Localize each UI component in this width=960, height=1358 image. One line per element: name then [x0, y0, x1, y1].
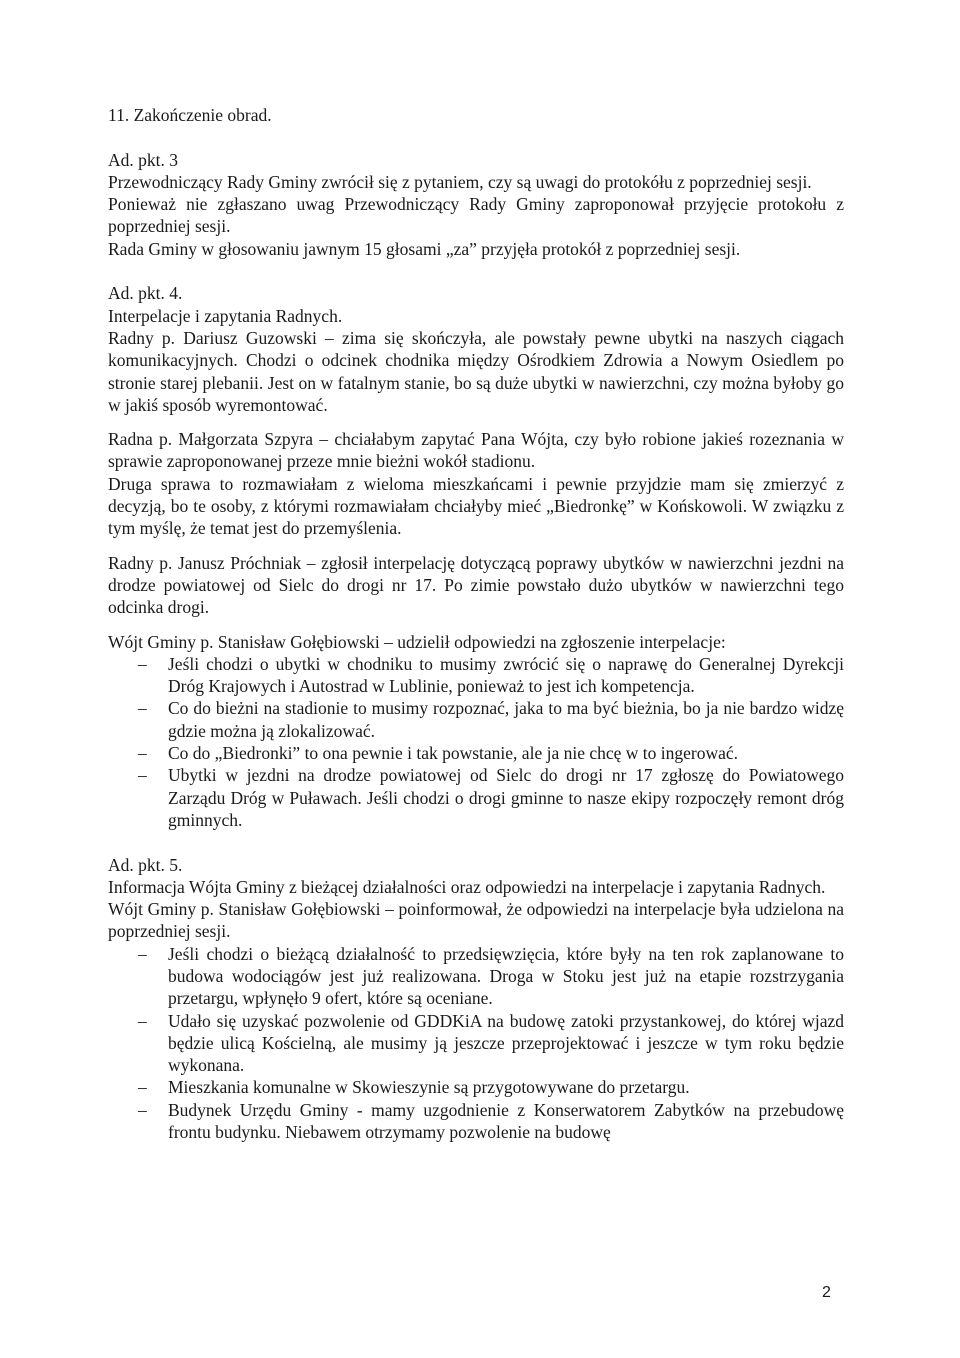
pkt3-paragraph: Przewodniczący Rady Gminy zwrócił się z pytaniem, czy są uwagi do protokółu z poprzedniej sesji. — [108, 171, 812, 192]
pkt5-title: Informacja Wójta Gminy z bieżącej działalności oraz odpowiedzi na interpelacje i zapytania Radnych. — [108, 876, 826, 897]
pkt4-title: Interpelacje i zapytania Radnych. — [108, 305, 343, 326]
wojt-info-list — [108, 943, 844, 1144]
szpyra-statement: Radna p. Małgorzata Szpyra – chciałabym zapytać Pana Wójta, czy było robione jakieś rozeznania w sprawie zaproponowanej przeze mnie bieżni wokół stadionu. — [108, 429, 844, 472]
pkt4-heading: Ad. pkt. 4. — [108, 283, 183, 304]
agenda-item-11: 11. Zakończenie obrad. — [108, 105, 272, 125]
pkt5-heading: Ad. pkt. 5. — [108, 854, 183, 875]
wojt-info-intro: Wójt Gminy p. Stanisław Gołębiowski – poinformował, że odpowiedzi na interpelacje była udzielona na poprzedniej sesji. — [108, 899, 844, 942]
list-item: – Jeśli chodzi o bieżącą działalność to przedsięwzięcia, które były na ten rok zaplanowane to budowa wodociągów jest już realizowana. Droga w Stoku jest już na etapie rozstrzygania przetargu, wpłynęło 9 ofert, które są oceniane. — [108, 943, 844, 1010]
document-page — [108, 104, 844, 1143]
list-item: – Udało się uzyskać pozwolenie od GDDKiA na budowę zatoki przystankowej, do której wjazd będzie ulicą Kościelną, ale musimy ją jeszcze przeprojektować i jeszcze w tym roku będzie wykonana. — [108, 1010, 844, 1077]
guzowski-statement: Radny p. Dariusz Guzowski – zima się skończyła, ale powstały pewne ubytki na naszych ciągach komunikacyjnych. Chodzi o odcinek chodnika między Ośrodkiem Zdrowia a Nowym Osiedlem po stronie starej plebanii. Jest on w fatalnym stanie, bo są duże ubytki w nawierzchni, czy można byłoby go w jakiś sposób wyremontować. — [108, 327, 844, 415]
page-number: 2 — [822, 1284, 831, 1301]
szpyra-statement-2: Druga sprawa to rozmawiałam z wieloma mieszkańcami i pewnie przyjdzie mam się zmierzyć z decyzją, bo te osoby, z którymi rozmawiałam chciałyby mieć „Biedronkę” w Końskowoli. W związku z tym myślę, że temat jest do przemyślenia. — [108, 473, 844, 539]
prochniak-statement: Radny p. Janusz Próchniak – zgłosił interpelację dotyczącą poprawy ubytków w nawierzchni jezdni na drodze powiatowej od Sielc do drogi nr 17. Po zimie powstało dużo ubytków w nawierzchni tego odcinka drogi. — [108, 552, 844, 618]
list-item: – Co do „Biedronki” to ona pewnie i tak powstanie, ale ja nie chcę w to ingerować. — [108, 742, 844, 764]
pkt3-heading: Ad. pkt. 3 — [108, 149, 178, 170]
list-item: – Co do bieżni na stadionie to musimy rozpoznać, jaka to ma być bieżnia, bo ja nie bardzo widzę gdzie można ją zlokalizować. — [108, 697, 844, 742]
wojt-answer-list — [108, 653, 844, 831]
list-item: – Jeśli chodzi o ubytki w chodniku to musimy zwrócić się o naprawę do Generalnej Dyrekcji Dróg Krajowych i Autostrad w Lublinie, ponieważ to jest ich kompetencja. — [108, 653, 844, 698]
list-item: – Mieszkania komunalne w Skowieszynie są przygotowywane do przetargu. — [108, 1076, 844, 1098]
pkt3-paragraph: Rada Gminy w głosowaniu jawnym 15 głosami „za” przyjęła protokół z poprzedniej sesji. — [108, 238, 741, 259]
list-item: – Budynek Urzędu Gminy - mamy uzgodnienie z Konserwatorem Zabytków na przebudowę frontu budynku. Niebawem otrzymamy pozwolenie na budowę — [108, 1099, 844, 1144]
wojt-answer-intro: Wójt Gminy p. Stanisław Gołębiowski – udzielił odpowiedzi na zgłoszenie interpelacje: — [108, 631, 726, 652]
pkt3-paragraph: Ponieważ nie zgłaszano uwag Przewodniczący Rady Gminy zaproponował przyjęcie protokołu z poprzedniej sesji. — [108, 194, 844, 237]
list-item: – Ubytki w jezdni na drodze powiatowej od Sielc do drogi nr 17 zgłoszę do Powiatowego Zarządu Dróg w Puławach. Jeśli chodzi o drogi gminne to nasze ekipy rozpoczęły remont dróg gminnych. — [108, 764, 844, 831]
